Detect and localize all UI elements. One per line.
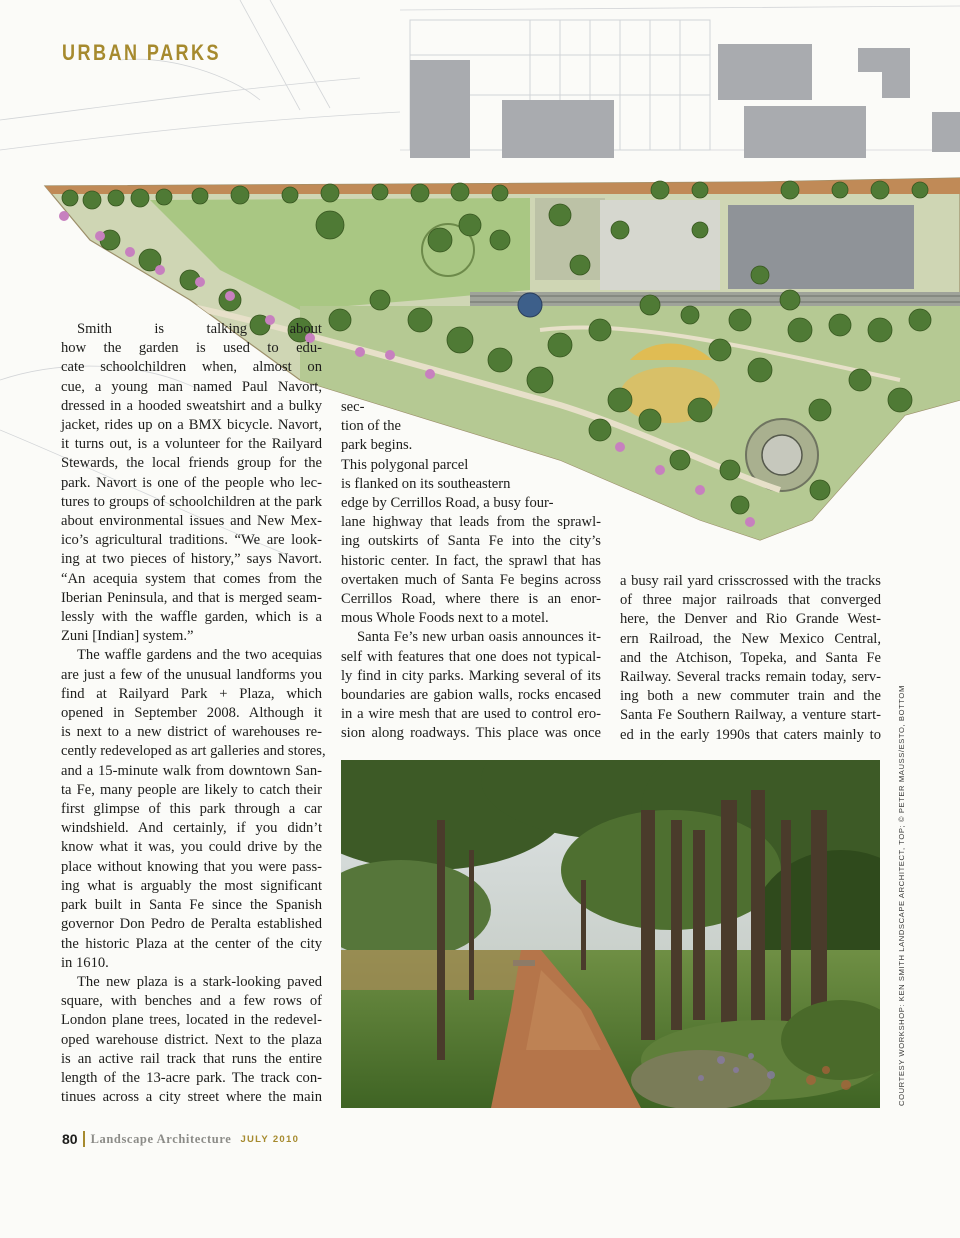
text-line: Smith is talking about [77, 321, 322, 337]
text-line: here, the Denver and Rio Grande West- [620, 611, 881, 628]
text-line: Santa Fe Southern Railway, a venture start- [620, 707, 881, 724]
article-column-1 [61, 320, 326, 1107]
paragraph [341, 628, 601, 743]
text-line: overtaken much of Santa Fe begins across [341, 571, 601, 588]
paragraph [61, 973, 322, 1107]
text-line: ta Fe, many people are likely to catch their [61, 781, 322, 798]
text-line: and the Atchison, Topeka, and Santa Fe [620, 649, 881, 666]
text-line: Railway. Several tracks remain today, serv- [620, 669, 881, 686]
text-line: Cerrillos Road, where there is an enor- [341, 591, 601, 608]
text-line: ing both a new commuter train and the [620, 688, 881, 705]
text-line: it turns out, is a volunteer for the Railyard [61, 436, 322, 453]
text-line: is next to a new district of warehouses re- [61, 724, 322, 741]
text-line: Santa Fe’s new urban oasis announces it- [357, 629, 601, 646]
text-line: boundaries are gabion walls, rocks encased [341, 687, 601, 704]
section-label: URBAN PARKS [62, 40, 222, 65]
text-line: in 1610. [61, 954, 109, 971]
text-line: and a 15-minute walk from downtown San- [61, 762, 322, 779]
text-line: park begins. [341, 437, 413, 454]
text-line: tion of the [341, 418, 401, 435]
text-line: about environmental issues and New Mex- [61, 513, 322, 530]
text-line: ly find in city parks. Marking several of its [341, 667, 601, 684]
paragraph [341, 398, 601, 628]
text-line: mous Whole Foods next to a motel. [341, 610, 549, 627]
text-line: are just a few of the unusual landforms you [61, 666, 322, 683]
text-line: is flanked on its southeastern [341, 475, 511, 492]
text-line: lessly with the waffle garden, which is a [61, 609, 322, 626]
text-line: tinues across a city street where the main [61, 1089, 322, 1106]
text-line: know what it was, you could drive by the [61, 839, 322, 856]
text-line: Iberian Peninsula, and that is merged seam- [61, 589, 322, 606]
text-line: park built in Santa Fe since the Spanish [61, 897, 322, 914]
magazine-title: Landscape Architecture [90, 1131, 232, 1146]
issue-date: JULY 2010 [240, 1133, 300, 1145]
text-line: park. Navort is one of the people who lec- [61, 474, 322, 491]
text-line: windshield. And certainly, if you didn’t [61, 820, 322, 837]
paragraph [61, 320, 322, 646]
text-line: lane highway that leads from the sprawl- [341, 514, 601, 531]
text-line: “An acequia system that comes from the [61, 570, 322, 587]
text-line: historic center. In fact, the sprawl that has [341, 552, 601, 569]
text-line: Stewards, the local friends group for the [61, 455, 322, 472]
text-line: ed in the early 1990s that caters mainly to [620, 726, 881, 743]
text-line: jacket, rides up on a BMX bicycle. Navort, [61, 417, 322, 434]
text-line: in a wire mesh that are used to control ero- [341, 706, 601, 723]
text-line: place without knowing that you were pass- [61, 858, 322, 875]
article-column-3 [620, 572, 881, 745]
photo-credit: COURTESY WORKSHOP: KEN SMITH LANDSCAPE ARCHITECT, TOP; © PETER MAUSS/ESTO, BOTTOM [897, 685, 906, 1106]
article-column-2 [341, 398, 601, 744]
text-line: Zuni [Indian] system.” [61, 628, 194, 645]
text-line: governor Don Pedro de Peralta established [61, 916, 322, 933]
text-line: ing what is arguably the most significant [61, 877, 322, 894]
text-line: ing outskirts of Santa Fe into the city’s [341, 533, 601, 550]
text-line: first glimpse of this park through a car [61, 801, 322, 818]
footer-divider [83, 1131, 85, 1147]
text-line: cently redeveloped as art galleries and stores, [61, 743, 326, 760]
text-line: opened in September 2008. Although it [61, 705, 322, 722]
text-line: This polygonal parcel [341, 456, 469, 473]
text-line: of three major railroads that converged [620, 592, 881, 609]
text-line: ico’s agricultural traditions. “We are look- [61, 532, 322, 549]
text-line: find at Railyard Park + Plaza, which [61, 685, 322, 702]
text-line: ern Railroad, the New Mexico Central, [620, 630, 881, 647]
page-number: 80 [62, 1131, 78, 1147]
park-path-photo [341, 760, 880, 1108]
paragraph [61, 646, 326, 972]
text-line: tures to groups of schoolchildren at the park [61, 493, 322, 510]
page-footer [62, 1130, 299, 1148]
text-line: how the garden is used to edu- [61, 340, 322, 357]
text-line: sec- [341, 399, 365, 415]
text-line: self with features that one does not typical- [341, 648, 601, 665]
text-line: London plane trees, located in the redevel- [61, 1012, 322, 1029]
text-line: dressed in a hooded sweatshirt and a bulky [61, 397, 322, 414]
text-line: The new plaza is a stark-looking paved [77, 973, 322, 990]
text-line: a busy rail yard crisscrossed with the tracks [620, 573, 881, 589]
text-line: length of the 13-acre park. The track con- [61, 1069, 322, 1086]
text-line: cate schoolchildren when, almost on [61, 359, 322, 376]
text-line: cue, a young man named Paul Navort, [61, 378, 322, 395]
text-line: ing at two pieces of history,” says Navort. [61, 551, 322, 568]
text-line: the historic Plaza at the center of the city [61, 935, 322, 952]
text-line: is an active rail track that runs the entire [61, 1050, 322, 1067]
text-line: The waffle gardens and the two acequias [77, 647, 322, 664]
text-line: oped warehouse district. Next to the plaza [61, 1031, 322, 1048]
text-line: sion along roadways. This place was once [341, 725, 601, 742]
text-line: square, with benches and a few rows of [61, 993, 322, 1010]
text-line: edge by Cerrillos Road, a busy four- [341, 495, 554, 512]
paragraph [620, 572, 881, 745]
